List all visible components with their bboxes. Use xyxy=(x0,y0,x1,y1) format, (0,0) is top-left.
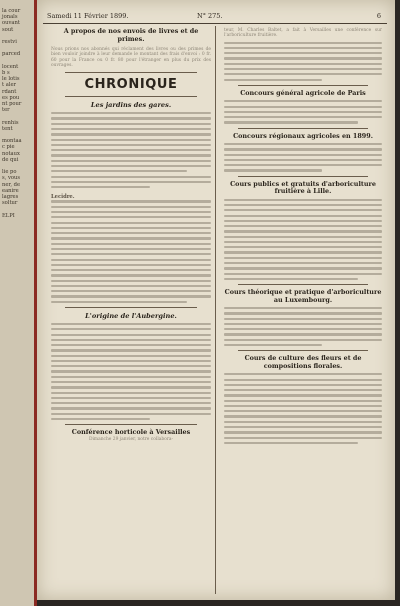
left-column xyxy=(51,28,211,442)
section-title-concours-paris: Concours général agricole de Paris xyxy=(240,88,366,97)
jardins-text-lines xyxy=(51,112,211,188)
separator-rule xyxy=(238,128,368,129)
section-title-luxembourg: Cours théorique et pratique d'arboriculture au Luxembourg. xyxy=(224,288,382,304)
separator-rule xyxy=(65,96,197,97)
separator-rule xyxy=(65,307,197,308)
lecidre-lead: Lecidre. xyxy=(51,194,75,201)
header-date: Samedi 11 Février 1899. xyxy=(47,12,129,20)
separator-rule xyxy=(238,350,368,351)
section-title-conference: Conférence horticole à Versailles xyxy=(71,428,191,437)
chronique-title: CHRONIQUE xyxy=(84,77,178,93)
right-column xyxy=(224,28,382,447)
separator-rule xyxy=(238,176,368,177)
lille-text-lines xyxy=(224,199,382,280)
section-title-jardins: Les jardins des gares. xyxy=(90,101,172,110)
header-rule xyxy=(43,23,387,24)
section-title-concours-regionaux: Concours régionaux agricoles en 1899. xyxy=(233,131,373,140)
newspaper-page xyxy=(37,0,395,600)
column-divider xyxy=(215,26,216,594)
page-header xyxy=(47,10,387,22)
aubergine-text-lines xyxy=(51,323,211,420)
section-title-cours-lille: Cours publics et gratuits d'arboriculture fruitière à Lille. xyxy=(230,179,376,196)
luxembourg-text-lines xyxy=(224,307,382,346)
separator-rule xyxy=(238,85,368,86)
separator-rule xyxy=(65,424,197,425)
separator-rule xyxy=(65,72,197,73)
intro-text-lines xyxy=(224,42,382,81)
conference-text: Dimanche 29 janvier, notre collabora- xyxy=(88,436,173,442)
page-binding-strip xyxy=(0,0,37,606)
header-issue-number: N° 275. xyxy=(197,12,223,20)
section-title-aubergine: L'origine de l'Aubergine. xyxy=(85,311,177,320)
lecidre-text-lines xyxy=(51,200,211,303)
envois-paragraph: Nous prions nos abonnés qui réclament des livres ou des primes de bien vouloir joindre à leur demande le montant des frais d'envoi : 0 fr. 60 pour la France ou 0 fr. 80 pour l'étranger en plus du prix des ouvrages. xyxy=(51,47,211,68)
binding-text: la cour jonals ouvant sout restvi parced locent b s le lotis t aler rdant es pou nt pour ter renhis tent montaa c pie notaux de qui lie po s, vous ner, de eanire lagres soltur ELPI xyxy=(2,8,22,219)
header-folio: 6 xyxy=(376,12,381,20)
regionaux-text-lines xyxy=(224,143,382,172)
section-title-fleurs: Cours de culture des fleurs et de compositions florales. xyxy=(244,354,362,370)
section-title-envois: A propos de nos envois de livres et de primes. xyxy=(63,27,199,43)
fleurs-text-lines xyxy=(224,373,382,444)
separator-rule xyxy=(238,284,368,285)
conference-continued-text: teur, M. Charles Baltet, a fait à Versailles une conférence sur l'arboriculture fruitière. xyxy=(224,28,382,39)
concours-text-lines xyxy=(224,100,382,123)
